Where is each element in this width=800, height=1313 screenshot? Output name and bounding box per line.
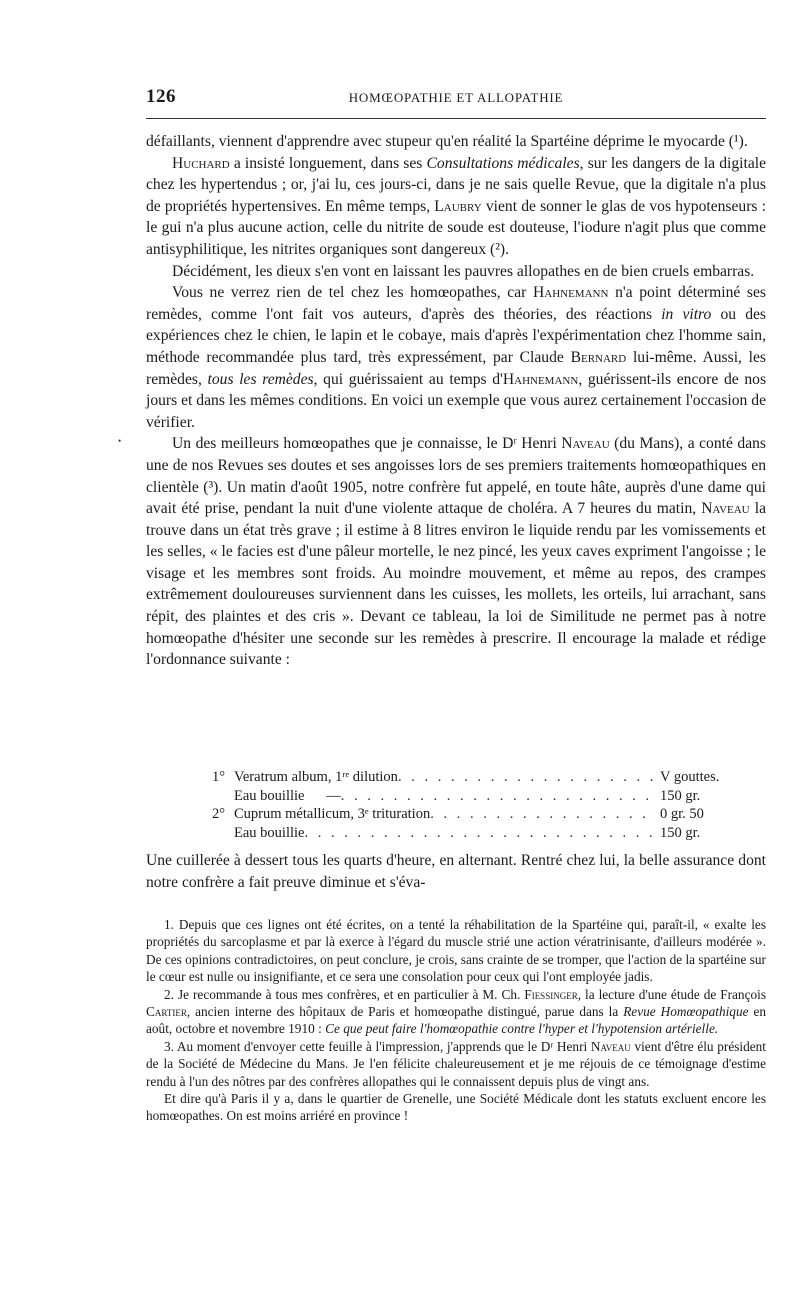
footnotes [146,916,766,1125]
prescription-line: 1° Veratrum album, 1ʳᵉ dilution . . . V gouttes. [212,768,732,787]
continuation-paragraph: Une cuillerée à dessert tous les quarts d'heure, en alternant. Rentré chez lui, la belle assurance dont notre confrère a fait preuve diminue et s'éva- [146,852,766,891]
paragraph-1: défaillants, viennent d'apprendre avec stupeur qu'en réalité la Spartéine déprime le myocarde (¹). [146,133,748,150]
paragraph-3: Décidément, les dieux s'en vont en laissant les pauvres allopathes en de bien cruels embarras. [172,262,755,280]
running-title: HOMŒOPATHIE ET ALLOPATHIE [348,90,564,105]
paragraph-4: Vous ne verrez rien de tel chez les homœopathes, car Hahnemann n'a point déterminé ses remèdes, comme l'ont fait vos auteurs, d'après des théories, des réactions in vitro ou des expériences chez le chien, le lapin et le cobaye, mais d'après l'expérimentation chez l'homme sain, méthode recommandée plus tard, très expressément, par Claude Bernard lui-même. Aussi, les remèdes, tous les remèdes, qui guérissaient au temps d'Hahnemann, guérissent-ils encore de nos jours et dans les mêmes conditions. En voici un exemple que vous aurez certainement l'occasion de vérifier. [146,284,767,431]
prescription-line: 2° Cuprum métallicum, 3ᵉ trituration . . . 0 gr. 50 [212,805,732,824]
footnote-1: 1. Depuis que ces lignes ont été écrites, on a tenté la réhabilitation de la Spartéine qui, paraît-il, « exalte les propriétés du sarcoplasme et par là exerce à l'égard du muscle strié une action vératrinisante, d'ailleurs modérée ». De ces opinions contradictoires, on peut conclure, je crois, sans crainte de se tromper, que l'action de la spartéine sur le cœur est nulle ou insignifiante, et ce sera une consolation pour ceux qui l'ont employée jadis. [146,917,766,985]
footnote-3-continued: Et dire qu'à Paris il y a, dans le quartier de Grenelle, une Société Médicale dont les statuts excluent encore les homœopathes. On est moins arriéré en province ! [146,1091,766,1124]
footnote-2: 2. Je recommande à tous mes confrères, et en particulier à M. Ch. Fiessinger, la lecture d'une étude de François Cartier, ancien interne des hôpitaux de Paris et homœopathe distingué, parue dans la Revue Homœopathique en août, octobre et novembre 1910 : Ce que peut faire l'homœopathie contre l'hyper et l'hypotension artérielle. [146,986,767,1037]
header-rule [146,118,766,119]
paragraph-2: Huchard a insisté longuement, dans ses Consultations médicales, sur les dangers de la digitale chez les hypertendus ; or, j'ai lu, ces jours-ci, dans je ne sais quelle Revue, que la digitale n'a plus de propriétés hypertensives. En même temps, Laubry vient de sonner le glas de vos hypotenseurs : le gui n'a plus aucune action, celle du nitrite de soude est douteuse, l'iodure n'agit plus que comme antisyphilitique, les nitrites organiques sont dangereux (²). [146,154,767,258]
main-text [146,131,766,671]
margin-mark: • [118,436,122,446]
paragraph-5: Un des meilleurs homœopathes que je connaisse, le Dʳ Henri Naveau (du Mans), a conté dans une de nos Revues ses doutes et ses angoisses lors de ses premiers traitements homœopathiques en clientèle (³). Un matin d'août 1905, notre confrère fut appelé, en toute hâte, auprès d'une dame qui avait été prise, pendant la nuit d'une violente attaque de choléra. A 7 heures du matin, Naveau la trouve dans un état très grave ; il estime à 8 litres environ le liquide rendu par les vomissements et les selles, « le facies est d'une pâleur mortelle, le nez pincé, les yeux caves expriment l'angoisse ; le visage et les membres sont froids. Au moindre mouvement, et même au repos, des crampes extrêmement douloureuses surviennent dans les cuisses, les mollets, les orteils, lui arrachant, sans répit, des plaintes et des cris ». Devant ce tableau, la loi de Similitude ne permet pas à notre homœopathe d'hésiter une seconde sur les remèdes à prescrire. Il encourage la malade et rédige l'ordonnance suivante : [146,435,766,669]
page-number: 126 [146,86,176,107]
continuation-text [146,850,766,893]
footnote-3: 3. Au moment d'envoyer cette feuille à l'impression, j'apprends que le Dʳ Henri Naveau vient d'être élu président de la Société de Médecine du Mans. Je l'en félicite chaleureusement et je me réjouis de ce témoignage d'estime rendu à l'un des nôtres par des confrères allopathes qui le connaissent depuis plus de vingt ans. [146,1038,766,1089]
page-header [146,86,766,110]
prescription-line: Eau bouillie — . . . 150 gr. [212,787,732,806]
prescription [212,768,732,842]
prescription-line: Eau bouillie . . . 150 gr. [212,824,732,843]
